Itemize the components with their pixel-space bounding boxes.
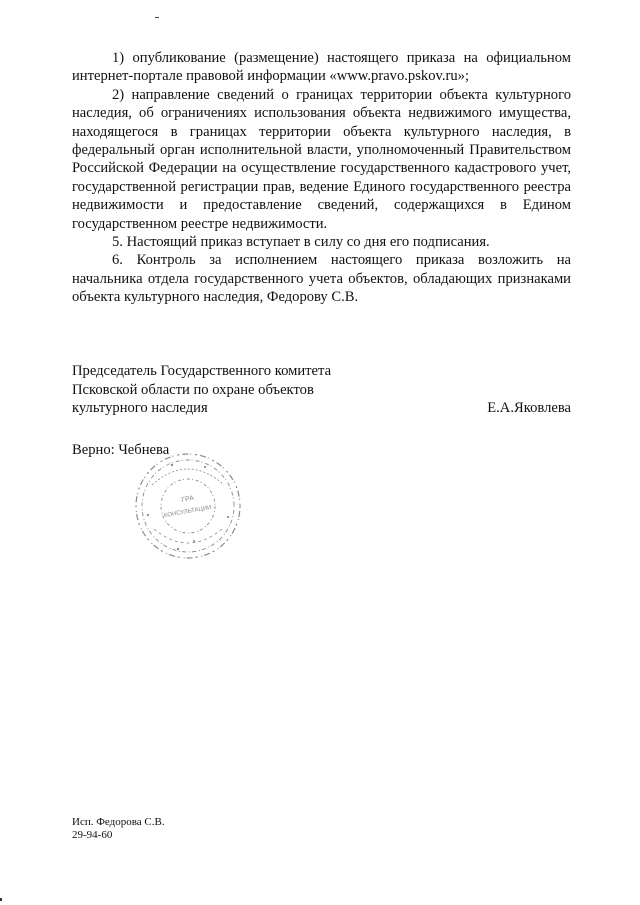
stamp-inner-top: ГРА xyxy=(180,494,195,505)
executor-footer xyxy=(72,816,165,842)
official-stamp xyxy=(132,445,244,567)
paragraph-information-transfer: 2) направление сведений о границах территории объекта культурного наследия, об ограничениях использования объекта недвижимого имущества, находящегося в границах территории объекта культурного наследия, в федеральный орган исполнительной власти, уполномоченный Правительством Российской Федерации на осуществление государственного кадастрового учет, государственной регистрации прав, ведение Единого государственного реестра недвижимости и предоставление сведений, содержащихся в Едином государственном реестре недвижимости. xyxy=(72,86,571,232)
paragraph-effective-date: 5. Настоящий приказ вступает в силу со дня его подписания. xyxy=(112,234,490,251)
paragraph-control: 6. Контроль за исполнением настоящего приказа возложить на начальника отдела государственного учета объектов, обладающих признаками объекта культурного наследия, Федорову С.В. xyxy=(72,252,571,306)
signature-block xyxy=(72,362,571,418)
verification-note: Верно: Чебнева xyxy=(72,442,170,458)
signer-position-line-2: Псковской области по охране объектов xyxy=(72,381,314,398)
signer-position-line-1: Председатель Государственного комитета xyxy=(72,363,332,379)
executor-phone: 29-94-60 xyxy=(72,829,113,841)
scan-edge-mark xyxy=(0,898,2,901)
paragraph-publication: 1) опубликование (размещение) настоящего приказа на официальном интернет-портале правовой информации «www.pravo.pskov.ru»; xyxy=(72,50,571,85)
executor-name: Исп. Федорова С.В. xyxy=(72,816,165,828)
signer-name: Е.А.Яковлева xyxy=(487,400,571,417)
stamp-inner-bottom: КОНСУЛЬТАЦИИ xyxy=(163,504,212,520)
scan-mark xyxy=(155,17,159,18)
signer-position-line-3: культурного наследия xyxy=(72,400,208,417)
order-body xyxy=(72,49,571,307)
